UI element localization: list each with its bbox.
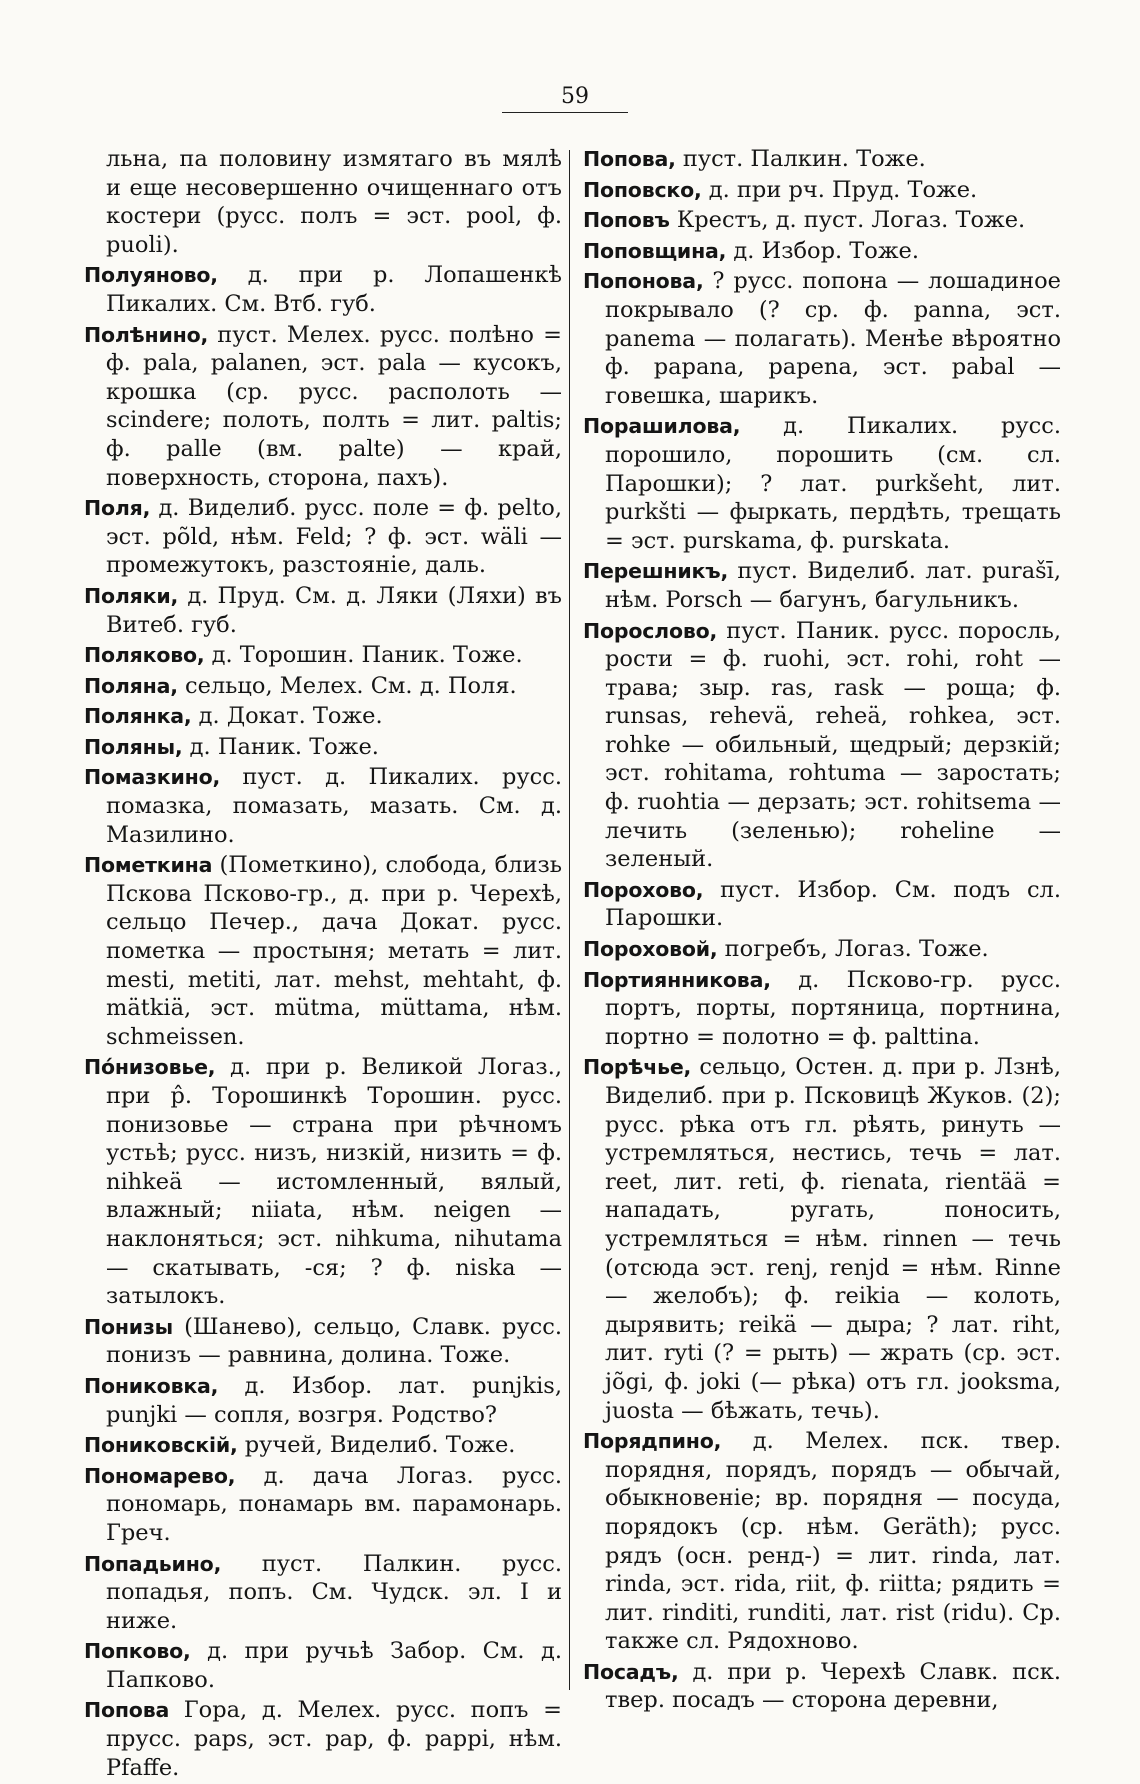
- entry-text: д. при р. Великой Логаз., при р̂. Торошинкѣ Торошин. русс. понизовье — страна при рѣчномъ устьѣ; русс. низъ, низкій, низить = ф. nihkeä — истомленный, вялый, влажный; niiata, нѣм. neigen — наклоняться; эст. nihkuma, nihutama — скатывать, -ся; ? ф. niska — затылокъ.: [106, 1054, 562, 1310]
- entry-text: сельцо, Мелех. См. д. Поля.: [177, 672, 517, 699]
- dictionary-entry: [583, 966, 1061, 1052]
- dictionary-entry: [583, 145, 1061, 174]
- entry-text: д. Избор. лат. punjkis, punjki — сопля, возгря. Родство?: [106, 1372, 562, 1428]
- entry-text: льна, па половину измятаго въ мялѣ и еще несовершенно очищеннаго отъ костери (русс. полъ = эст. pool, ф. puoli).: [106, 146, 562, 258]
- entry-headword: По́низовье,: [84, 1055, 216, 1080]
- entry-headword: Поповъ: [583, 208, 670, 233]
- dictionary-entry: [583, 557, 1061, 614]
- entry-text: д. Докат. Тоже.: [191, 703, 383, 730]
- entry-headword: Порохово,: [583, 877, 704, 902]
- entry-text: сельцо, Остен. д. при р. Лзнѣ, Виделиб. при р. Псковицѣ Жуков. (2); русс. рѣка отъ гл. рѣять, ринуть — устремляться, нестись, течь = лат. reet, лит. reti, ф. rienata, rientää = нападать, ругать, поносить, устремляться = нѣм. rinnen — течь (отсюда эст. renj, renjd = нѣм. Rinne — желобъ); ф. reikia — колоть, дырявить; reikä — дыра; ? лат. riht, лит. ryti (? = рыть) — жрать (ср. эст. jõgi, ф. joki (— рѣка) отъ гл. jooksma, juosta — бѣжать, течь).: [605, 1054, 1061, 1424]
- entry-text: д. Мелех. пск. твер. порядня, порядъ, порядъ — обычай, обыкновеніе; вр. порядня — посуда, порядокъ (ср. нѣм. Geräth); русс. рядъ (осн. ренд-) = лит. rinda, лат. rinda, эст. rida, riit, ф. riitta; рядить = лит. rinditi, runditi, лат. rist (ridu). Ср. также сл. Рядохново.: [605, 1428, 1061, 1655]
- entry-text: пуст. Мелех. русс. полѣно = ф. pala, palanen, эст. pala — кусокъ, крошка (ср. русс. располоть — scindere; полоть, полть = лит. paltis; ф. palle (вм. palte) — край, поверхность, сторона, пахъ).: [106, 321, 562, 491]
- dictionary-entry: [583, 935, 1061, 964]
- entry-headword: Посадъ,: [583, 1659, 679, 1684]
- dictionary-entry: [583, 267, 1061, 410]
- dictionary-entry: [84, 851, 562, 1051]
- entry-headword: Поляны,: [84, 734, 183, 759]
- entry-text: д. при ручьѣ Забор. См. д. Папково.: [106, 1638, 562, 1693]
- dictionary-entry: [583, 876, 1061, 933]
- dictionary-entry: [84, 1696, 562, 1782]
- dictionary-entry: [84, 1637, 562, 1694]
- entry-text: ручей, Виделиб. Тоже.: [237, 1432, 516, 1459]
- entry-headword: Порослово,: [583, 618, 718, 643]
- entry-headword: Пономарево,: [84, 1463, 236, 1488]
- entry-headword: Пониковскій,: [84, 1433, 238, 1458]
- entry-headword: Порѣчье,: [583, 1055, 692, 1080]
- entry-text: д. Пруд. См. д. Ляки (Ляхи) въ Витеб. губ.: [106, 582, 562, 638]
- dictionary-entry: [84, 494, 562, 580]
- entry-headword: Попково,: [84, 1639, 191, 1664]
- entry-headword: Перешникъ,: [583, 559, 729, 584]
- entry-text: Крестъ, д. пуст. Логаз. Тоже.: [669, 207, 1026, 234]
- entry-headword: Поля,: [84, 496, 151, 521]
- dictionary-entry: [84, 582, 562, 639]
- page-number-rule: [502, 112, 628, 113]
- entry-headword: Понизы: [84, 1314, 174, 1339]
- dictionary-entry: [583, 1427, 1061, 1656]
- entry-headword: Пометкина: [84, 853, 213, 878]
- entry-text: д. Торошин. Паник. Тоже.: [204, 642, 523, 669]
- entry-headword: Попадьино,: [84, 1551, 222, 1576]
- dictionary-entry: [84, 1313, 562, 1370]
- entry-text: д. Псково-гр. русс. портъ, порты, портяница, портнина, портно = полотно = ф. palttina.: [605, 966, 1061, 1050]
- dictionary-entry: [84, 145, 562, 259]
- entry-headword: Портиянникова,: [583, 967, 771, 992]
- entry-text: пуст. Палкин. русс. попадья, попъ. См. Чудск. эл. I и ниже.: [106, 1550, 562, 1634]
- dictionary-entry: [84, 672, 562, 701]
- entry-text: д. Виделиб. русс. поле = ф. pelto, эст. põld, нѣм. Feld; ? ф. эст. wäli — промежутокъ, разстояніе, даль.: [106, 495, 562, 579]
- entry-text: пуст. д. Пикалих. русс. помазка, помазать, мазать. См. д. Мазилино.: [106, 764, 562, 848]
- entry-text: погребъ, Логаз. Тоже.: [717, 936, 989, 963]
- right-column: [583, 145, 1061, 1717]
- entry-headword: Пониковка,: [84, 1373, 219, 1398]
- dictionary-entry: [84, 1431, 562, 1460]
- dictionary-entry: [583, 1658, 1061, 1715]
- entry-headword: Поляки,: [84, 583, 179, 608]
- dictionary-entry: [84, 733, 562, 762]
- entry-headword: Полѣнино,: [84, 322, 209, 347]
- entry-text: пуст. Избор. См. подъ сл. Парошки.: [605, 876, 1061, 932]
- dictionary-entry: [84, 1372, 562, 1429]
- dictionary-entry: [84, 321, 562, 493]
- entry-text: д. при р. Черехѣ Славк. пск. твер. посадъ — сторона деревни,: [605, 1658, 1061, 1714]
- dictionary-entry: [583, 176, 1061, 205]
- page-number: 59: [561, 84, 589, 109]
- dictionary-entry: [84, 641, 562, 670]
- entry-text: пуст. Виделиб. лат. purašī, нѣм. Porsch — багунъ, багульникъ.: [605, 558, 1061, 613]
- dictionary-entry: [84, 1462, 562, 1548]
- dictionary-entry: [84, 1550, 562, 1636]
- entry-text: ? русс. попона — лошадиное покрывало (? ср. ф. panna, эст. panema — полагать). Менѣе вѣроятно ф. papana, papena, эст. pabal — говешка, шарикъ.: [605, 268, 1061, 409]
- entry-text: д. при рч. Пруд. Тоже.: [701, 176, 978, 203]
- entry-text: д. при р. Лопашенкѣ Пикалих. См. Втб. губ.: [106, 262, 562, 317]
- dictionary-entry: [84, 702, 562, 731]
- entry-headword: Пороховой,: [583, 937, 718, 962]
- entry-headword: Поповщина,: [583, 238, 727, 263]
- entry-headword: Поляна,: [84, 673, 178, 698]
- dictionary-entry: [84, 1053, 562, 1310]
- entry-headword: Полуяново,: [84, 263, 218, 288]
- entry-headword: Попова: [84, 1698, 170, 1723]
- dictionary-entry: [583, 1053, 1061, 1425]
- entry-text: д. дача Логаз. русс. пономарь, понамарь вм. парамонарь. Греч.: [106, 1462, 562, 1546]
- entry-headword: Полянка,: [84, 704, 192, 729]
- left-column: [84, 145, 562, 1784]
- entry-headword: Поляково,: [84, 643, 205, 668]
- entry-headword: Помазкино,: [84, 765, 221, 790]
- dictionary-entry: [84, 763, 562, 849]
- entry-text: д. Избор. Тоже.: [726, 237, 920, 264]
- entry-text: пуст. Палкин. Тоже.: [675, 146, 926, 172]
- dictionary-entry: [583, 617, 1061, 874]
- entry-text: пуст. Паник. русс. поросль, рости = ф. ruohi, эст. rohi, roht — трава; зыр. ras, rask — роща; ф. runsas, rehevä, reheä, rohkea, эст. rohke — обильный, щедрый; дерзкій; эст. rohitama, rohtuma — заростать; ф. ruohtia — дерзать; эст. rohitsema — лечить (зеленью); roheline — зеленый.: [605, 617, 1061, 873]
- entry-headword: Попова,: [583, 147, 676, 171]
- dictionary-entry: [583, 412, 1061, 555]
- column-divider: [569, 150, 570, 1690]
- entry-text: д. Пикалих. русс. порошило, порошить (см. сл. Парошки); ? лат. purkšeht, лит. purkšti — фыркать, пердѣть, трещать = эст. purskama, ф. purskata.: [605, 413, 1061, 554]
- dictionary-entry: [583, 237, 1061, 266]
- entry-headword: Порядпино,: [583, 1429, 722, 1454]
- entry-text: Гора, д. Мелех. русс. попъ = прусс. paps, эст. pap, ф. pappi, нѣм. Pfaffe.: [106, 1697, 562, 1781]
- dictionary-entry: [84, 261, 562, 318]
- entry-text: (Шанево), сельцо, Славк. русс. понизъ — равнина, долина. Тоже.: [106, 1313, 562, 1369]
- dictionary-entry: [583, 206, 1061, 235]
- entry-text: д. Паник. Тоже.: [182, 733, 379, 760]
- entry-text: (Пометкино), слобода, близь Пскова Псково-гр., д. при р. Черехѣ, сельцо Печер., дача Докат. русс. пометка — простыня; метать = лит. mesti, metiti, лат. mehst, mehtaht, ф. mätkiä, эст. mütma, müttama, нѣм. schmeissen.: [106, 852, 562, 1050]
- entry-headword: Порашилова,: [583, 414, 741, 439]
- entry-headword: Попонова,: [583, 269, 704, 294]
- entry-headword: Поповско,: [583, 177, 702, 202]
